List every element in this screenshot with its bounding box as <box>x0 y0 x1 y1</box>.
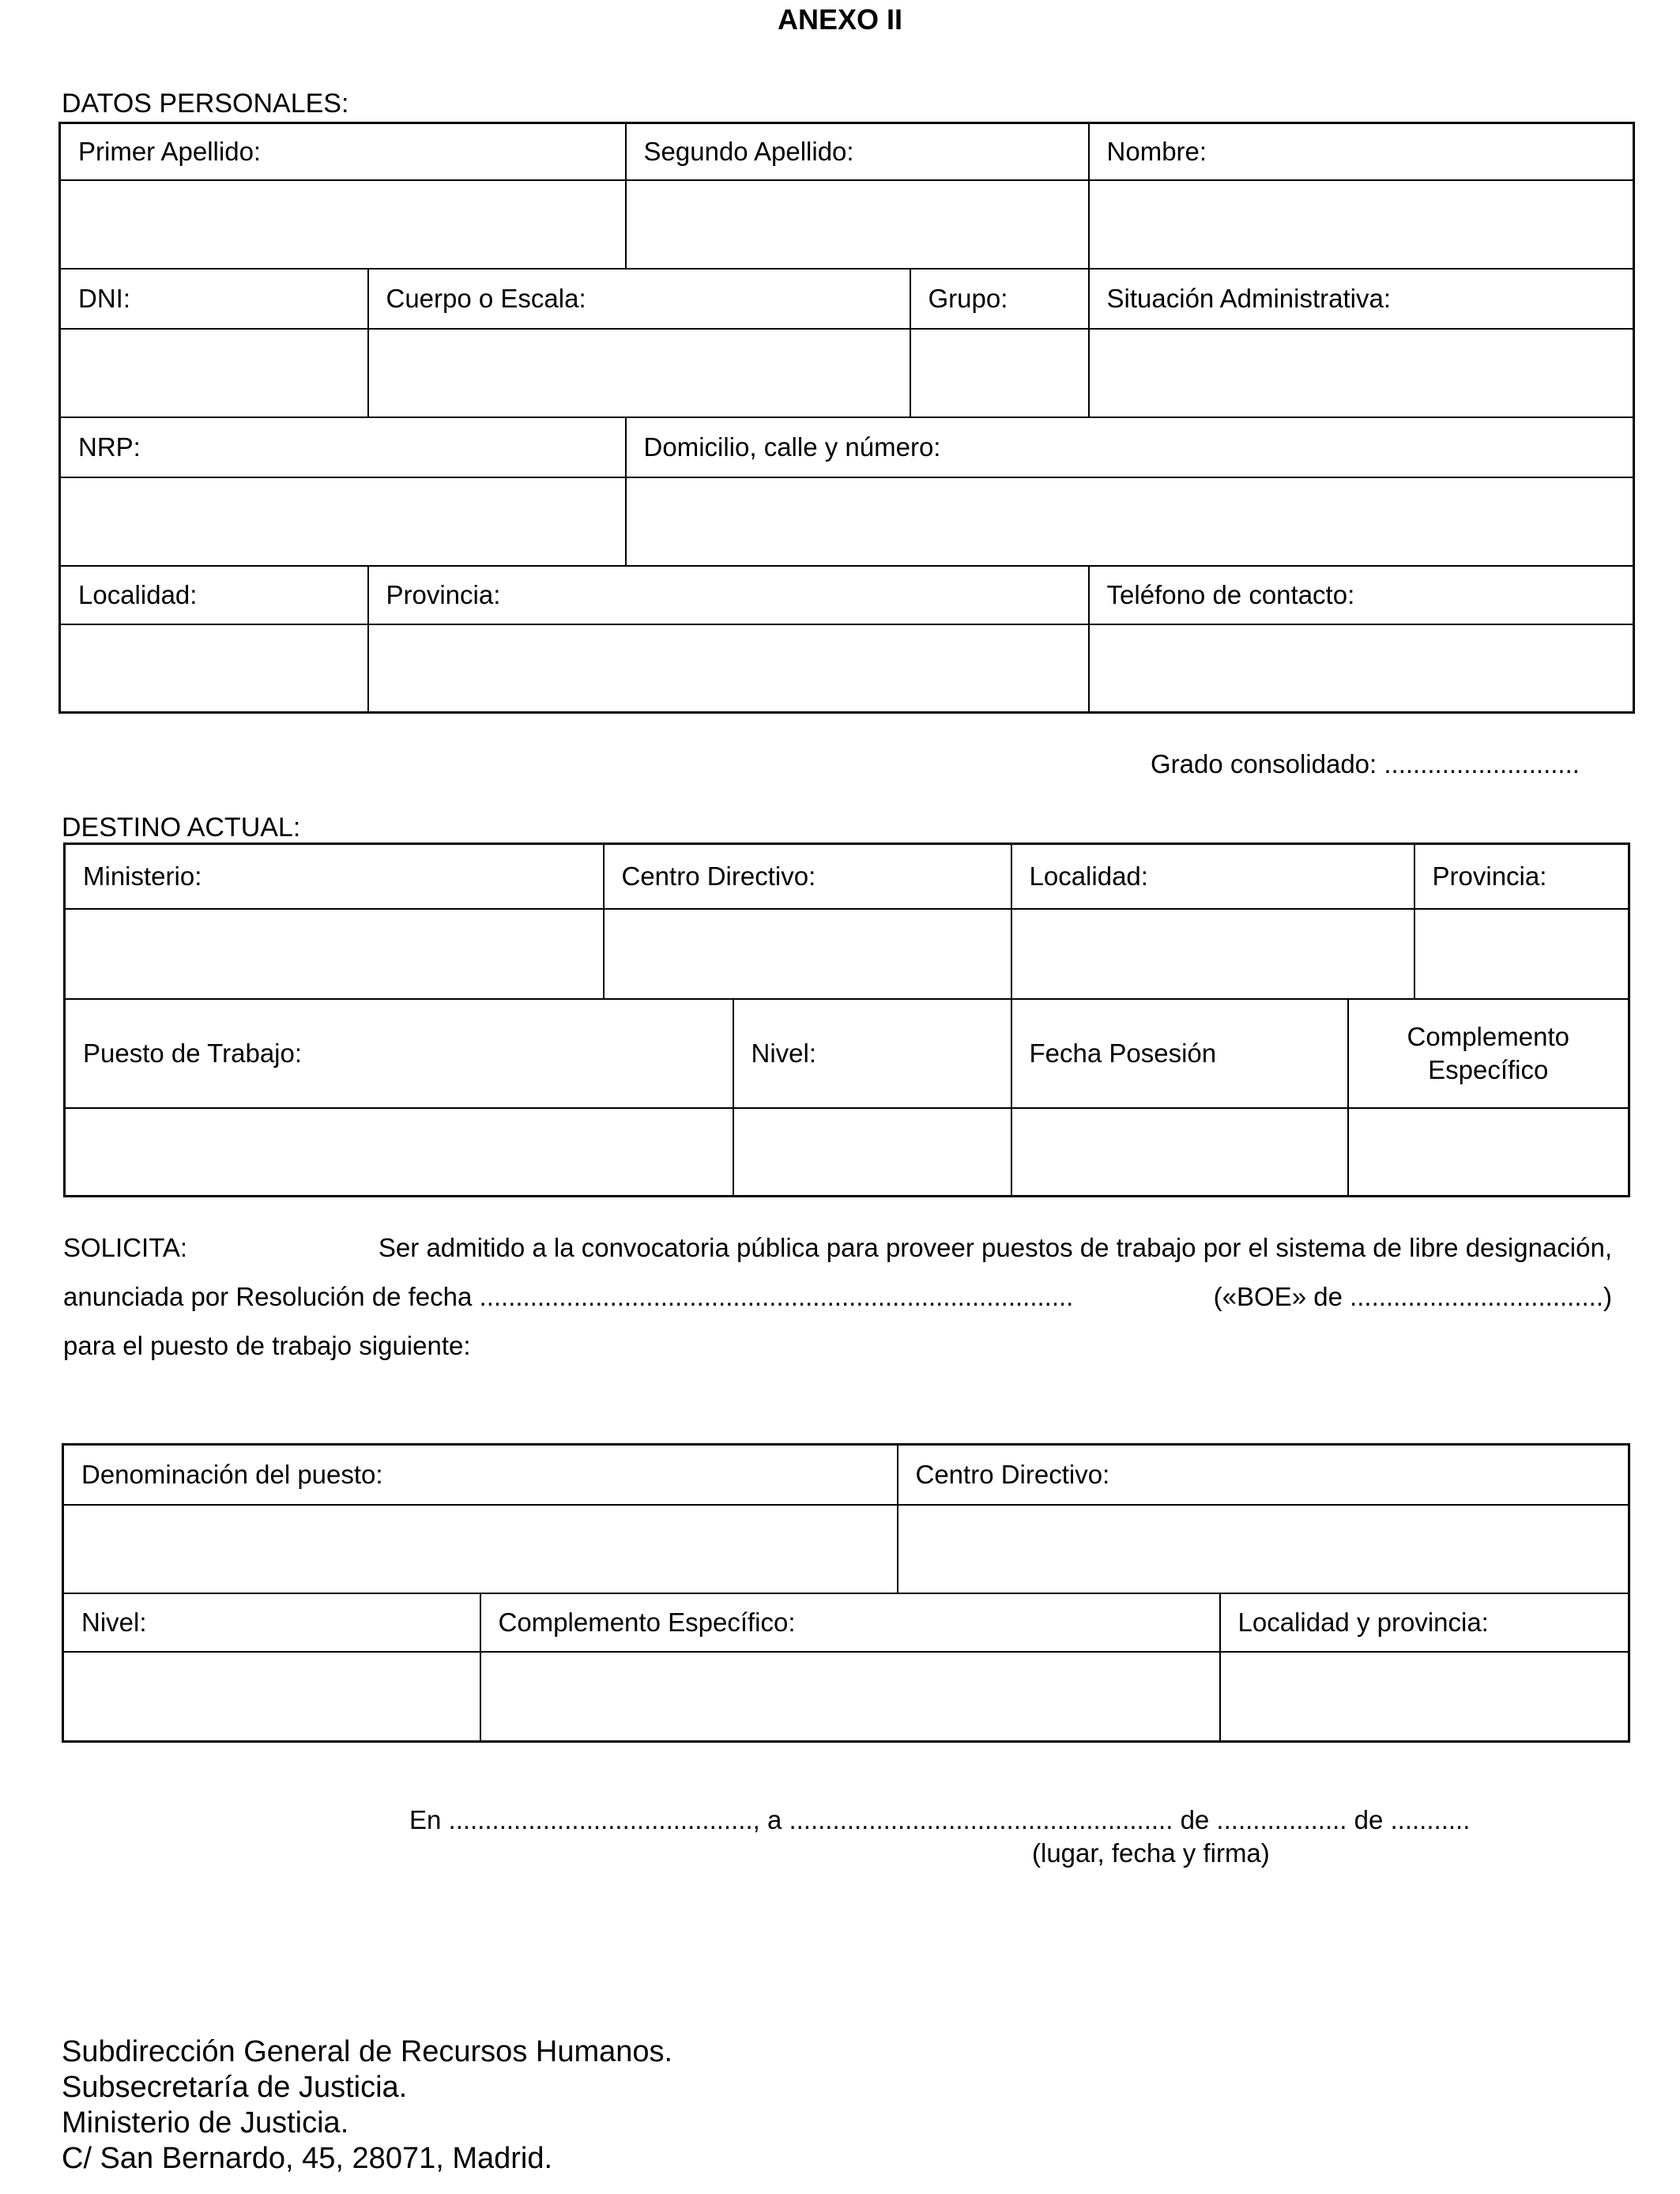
ministerio-label: Ministerio: <box>65 844 604 909</box>
solicita-paragraph <box>63 1223 1612 1370</box>
complemento-especifico-label: Complemento Específico <box>1348 999 1629 1108</box>
telefono-contacto-field[interactable] <box>1089 624 1634 713</box>
nombre-field[interactable] <box>1089 180 1634 269</box>
puesto-trabajo-label: Puesto de Trabajo: <box>65 999 733 1108</box>
segundo-apellido-field[interactable] <box>626 180 1089 269</box>
ministerio-field[interactable] <box>65 909 604 999</box>
situacion-administrativa-label: Situación Administrativa: <box>1089 269 1634 329</box>
domicilio-label: Domicilio, calle y número: <box>626 417 1634 477</box>
localidad-provincia-field[interactable] <box>1220 1652 1629 1742</box>
domicilio-field[interactable] <box>626 477 1634 566</box>
address-block <box>62 2034 672 2177</box>
destino-localidad-label: Localidad: <box>1011 844 1414 909</box>
segundo-apellido-label: Segundo Apellido: <box>626 123 1089 180</box>
fecha-posesion-field[interactable] <box>1011 1108 1348 1197</box>
page-title: ANEXO II <box>777 3 903 36</box>
datos-personales-heading: DATOS PERSONALES: <box>62 89 349 119</box>
localidad-field[interactable] <box>60 624 368 713</box>
puesto-solicitado-table <box>62 1443 1630 1743</box>
primer-apellido-field[interactable] <box>60 180 626 269</box>
grado-consolidado: Grado consolidado: ........................... <box>1151 749 1580 778</box>
dni-label: DNI: <box>60 269 368 329</box>
provincia-label: Provincia: <box>368 566 1089 624</box>
solicita-boe: («BOE» de ...................................) <box>1213 1282 1612 1311</box>
solicitado-nivel-field[interactable] <box>63 1652 480 1742</box>
grupo-field[interactable] <box>910 329 1089 417</box>
cuerpo-escala-label: Cuerpo o Escala: <box>368 269 910 329</box>
address-line-2: Subsecretaría de Justicia. <box>62 2071 408 2104</box>
solicita-line-1: Ser admitido a la convocatoria pública para proveer puestos de trabajo por el sistema de libre designación, <box>378 1233 1612 1262</box>
nombre-label: Nombre: <box>1089 123 1634 180</box>
address-line-4: C/ San Bernardo, 45, 28071, Madrid. <box>62 2142 553 2175</box>
destino-localidad-field[interactable] <box>1011 909 1414 999</box>
telefono-contacto-label: Teléfono de contacto: <box>1089 566 1634 624</box>
nrp-field[interactable] <box>60 477 626 566</box>
grupo-label: Grupo: <box>910 269 1089 329</box>
primer-apellido-label: Primer Apellido: <box>60 123 626 180</box>
nivel-field[interactable] <box>733 1108 1011 1197</box>
solicitado-centro-directivo-field[interactable] <box>898 1505 1629 1593</box>
nivel-label: Nivel: <box>733 999 1011 1108</box>
nrp-label: NRP: <box>60 417 626 477</box>
puesto-trabajo-field[interactable] <box>65 1108 733 1197</box>
situacion-administrativa-field[interactable] <box>1089 329 1634 417</box>
address-line-1: Subdirección General de Recursos Humanos. <box>62 2035 673 2068</box>
destino-actual-table <box>63 843 1630 1197</box>
firma-note: (lugar, fecha y firma) <box>1032 1838 1270 1868</box>
solicita-line-3: para el puesto de trabajo siguiente: <box>63 1331 471 1360</box>
destino-provincia-label: Provincia: <box>1414 844 1629 909</box>
solicita-label: SOLICITA: <box>63 1233 188 1262</box>
complemento-especifico-field[interactable] <box>1348 1108 1629 1197</box>
localidad-label: Localidad: <box>60 566 368 624</box>
solicitado-complemento-field[interactable] <box>480 1652 1220 1742</box>
denominacion-puesto-label: Denominación del puesto: <box>63 1445 898 1505</box>
destino-actual-heading: DESTINO ACTUAL: <box>62 812 301 843</box>
localidad-provincia-label: Localidad y provincia: <box>1220 1593 1629 1652</box>
solicita-line-2: anunciada por Resolución de fecha .................................................................................. <box>63 1282 1074 1311</box>
destino-provincia-field[interactable] <box>1414 909 1629 999</box>
address-line-3: Ministerio de Justicia. <box>62 2106 349 2139</box>
cuerpo-escala-field[interactable] <box>368 329 910 417</box>
provincia-field[interactable] <box>368 624 1089 713</box>
datos-personales-table <box>58 122 1635 714</box>
dni-field[interactable] <box>60 329 368 417</box>
solicitado-nivel-label: Nivel: <box>63 1593 480 1652</box>
solicitado-complemento-label: Complemento Específico: <box>480 1593 1220 1652</box>
denominacion-puesto-field[interactable] <box>63 1505 898 1593</box>
fecha-posesion-label: Fecha Posesión <box>1011 999 1348 1108</box>
solicitado-centro-directivo-label: Centro Directivo: <box>898 1445 1629 1505</box>
centro-directivo-label: Centro Directivo: <box>604 844 1011 909</box>
firma-line: En .........................................., a ..................................................... de .................. de ........... <box>409 1805 1471 1834</box>
centro-directivo-field[interactable] <box>604 909 1011 999</box>
